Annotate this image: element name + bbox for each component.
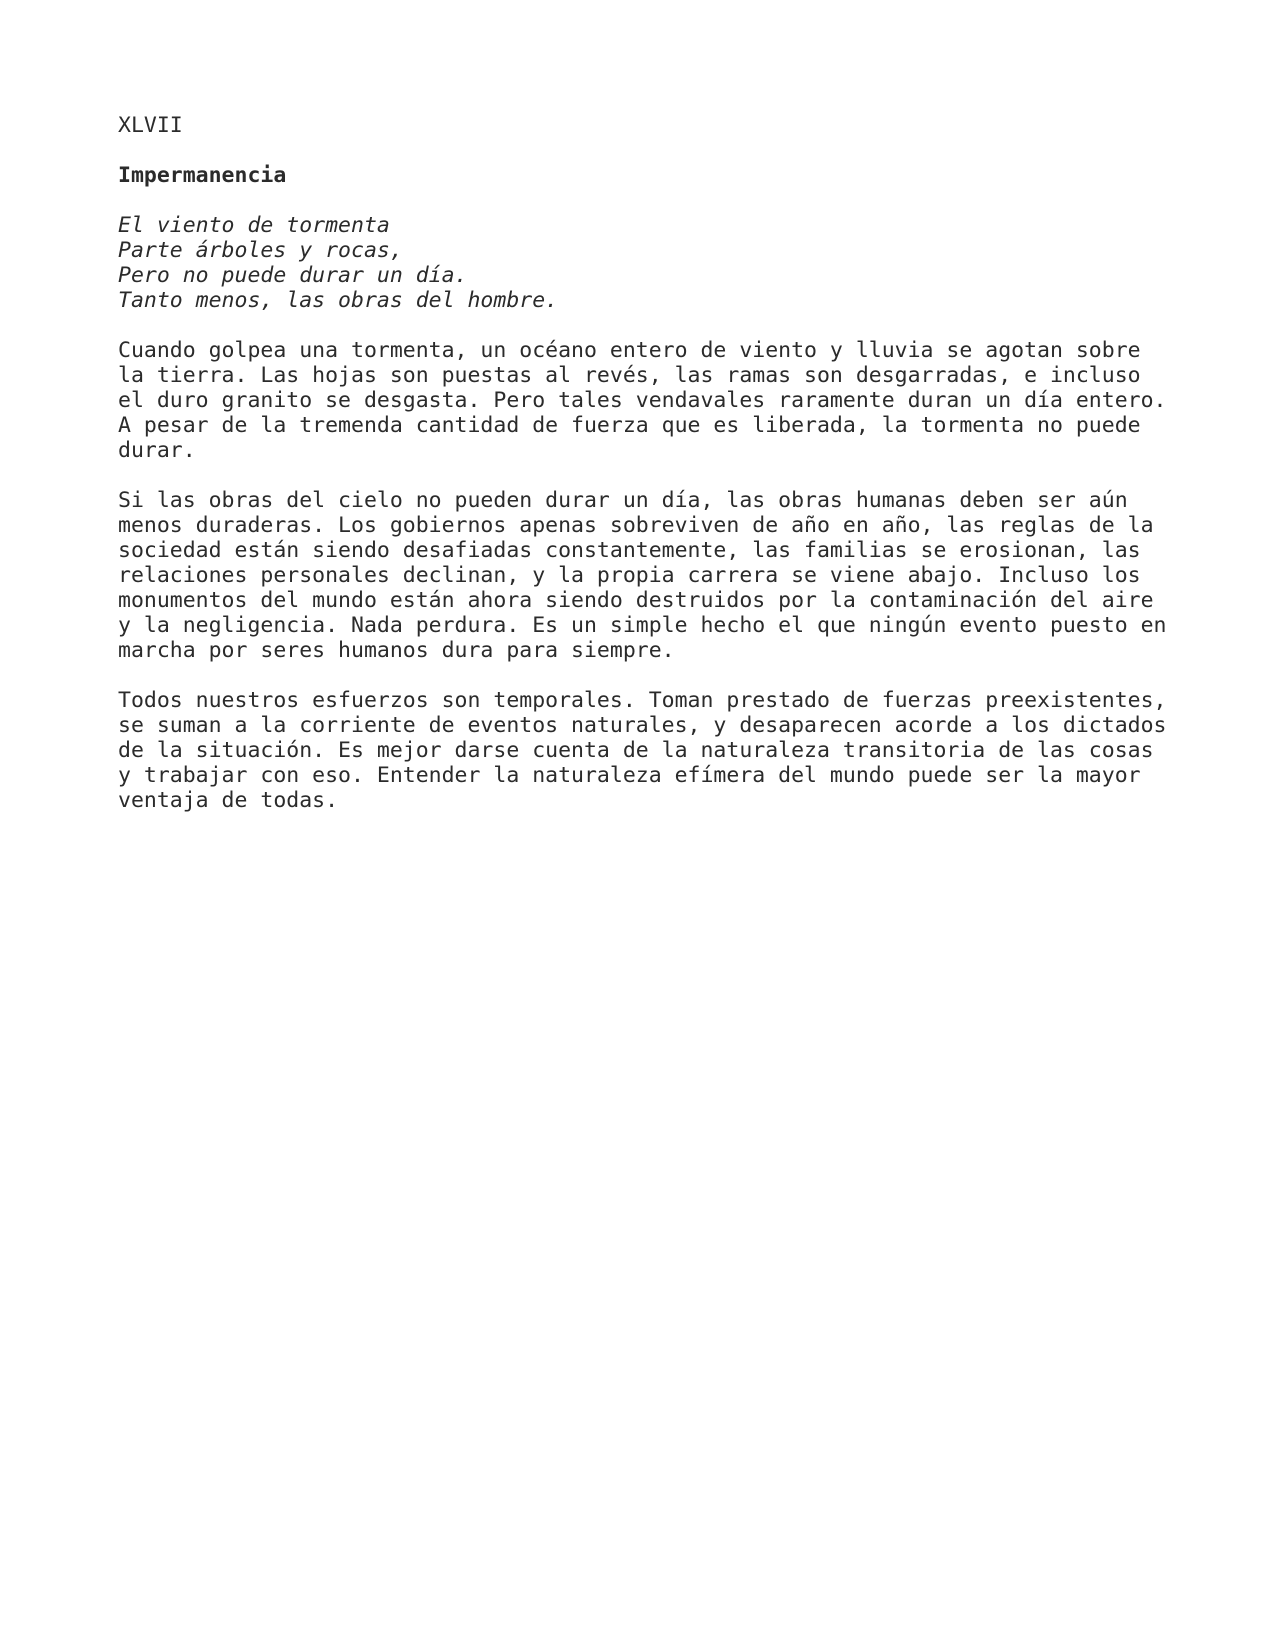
verse-line: Tanto menos, las obras del hombre.	[118, 288, 559, 313]
document-page	[118, 113, 1178, 838]
verse-line: Pero no puede durar un día.	[118, 263, 468, 288]
body-paragraph: Si las obras del cielo no pueden durar un día, las obras humanas deben ser aún menos duraderas. Los gobiernos apenas sobreviven de año en año, las reglas de la sociedad están siendo desafiadas constantemente, las familias se erosionan, las relaciones personales declinan, y la propia carrera se viene abajo. Incluso los monumentos del mundo están ahora siendo destruidos por la contaminación del aire y la negligencia. Nada perdura. Es un simple hecho el que ningún evento puesto en marcha por seres humanos dura para siempre.	[118, 488, 1167, 663]
chapter-number: XLVII	[118, 113, 183, 138]
chapter-title: Impermanencia	[118, 163, 287, 188]
body-paragraph: Todos nuestros esfuerzos son temporales. Toman prestado de fuerzas preexistentes, se suman a la corriente de eventos naturales, y desaparecen acorde a los dictados de la situación. Es mejor darse cuenta de la naturaleza transitoria de las cosas y trabajar con eso. Entender la naturaleza efímera del mundo puede ser la mayor ventaja de todas.	[118, 688, 1167, 813]
body-paragraph: Cuando golpea una tormenta, un océano entero de viento y lluvia se agotan sobre la tierra. Las hojas son puestas al revés, las ramas son desgarradas, e incluso el duro granito se desgasta. Pero tales vendavales raramente duran un día entero. A pesar de la tremenda cantidad de fuerza que es liberada, la tormenta no puede durar.	[118, 338, 1167, 463]
verse-block	[118, 213, 1178, 313]
verse-line: El viento de tormenta	[118, 213, 390, 238]
verse-line: Parte árboles y rocas,	[118, 238, 403, 263]
